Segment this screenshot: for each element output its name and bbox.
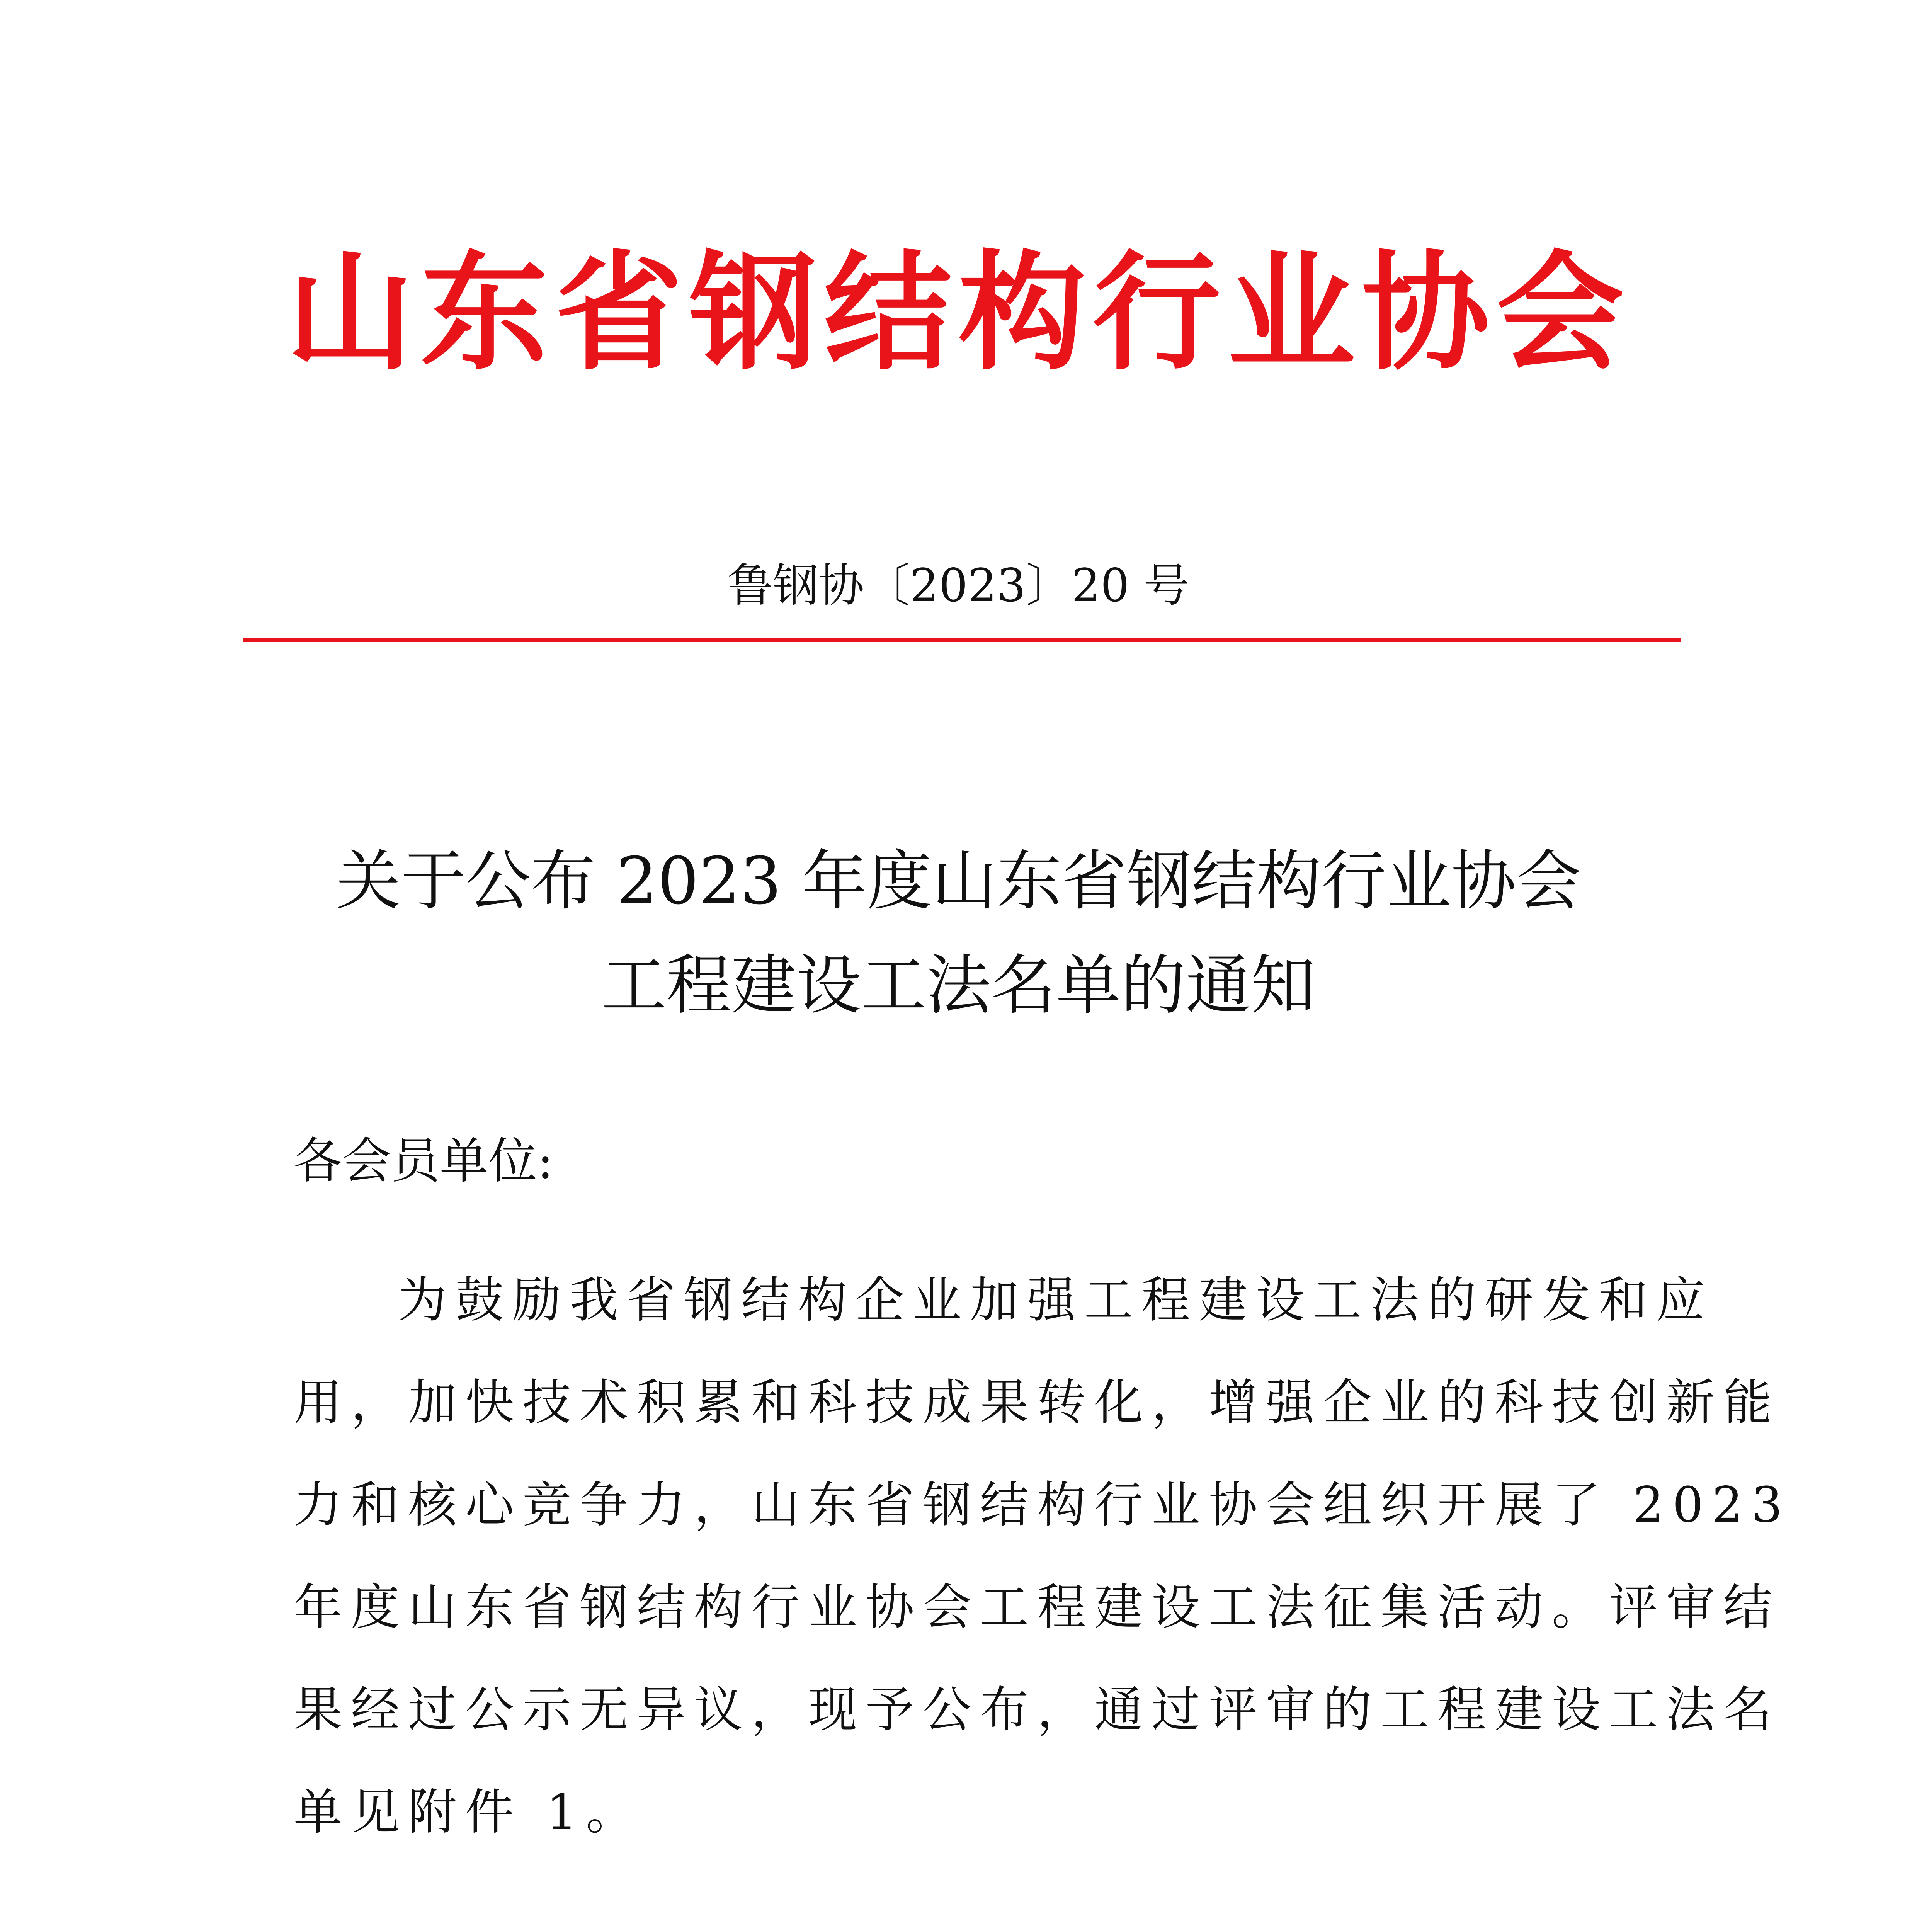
body-paragraph-line: 年度山东省钢结构行业协会工程建设工法征集活动。评审结	[294, 1579, 1781, 1636]
red-divider-line	[243, 638, 1681, 642]
body-paragraph-line: 单见附件 1。	[294, 1784, 643, 1840]
notice-title-line-2: 工程建设工法名单的通知	[601, 947, 1316, 1023]
document-number: 鲁钢协〔2023〕20 号	[727, 559, 1190, 612]
body-paragraph-line: 用，加快技术积累和科技成果转化，增强企业的科技创新能	[294, 1374, 1781, 1431]
body-paragraph-line: 为鼓励我省钢结构企业加强工程建设工法的研发和应	[398, 1272, 1713, 1328]
salutation: 各会员单位:	[294, 1133, 554, 1189]
body-paragraph-line: 果经过公示无异议，现予公布，通过评审的工程建设工法名	[294, 1681, 1781, 1738]
body-paragraph-line: 力和核心竞争力，山东省钢结构行业协会组织开展了 2023	[294, 1476, 1791, 1533]
notice-title-line-1: 关于公布 2023 年度山东省钢结构行业协会	[336, 843, 1581, 919]
organization-header: 山东省钢结构行业协会	[286, 239, 1631, 387]
